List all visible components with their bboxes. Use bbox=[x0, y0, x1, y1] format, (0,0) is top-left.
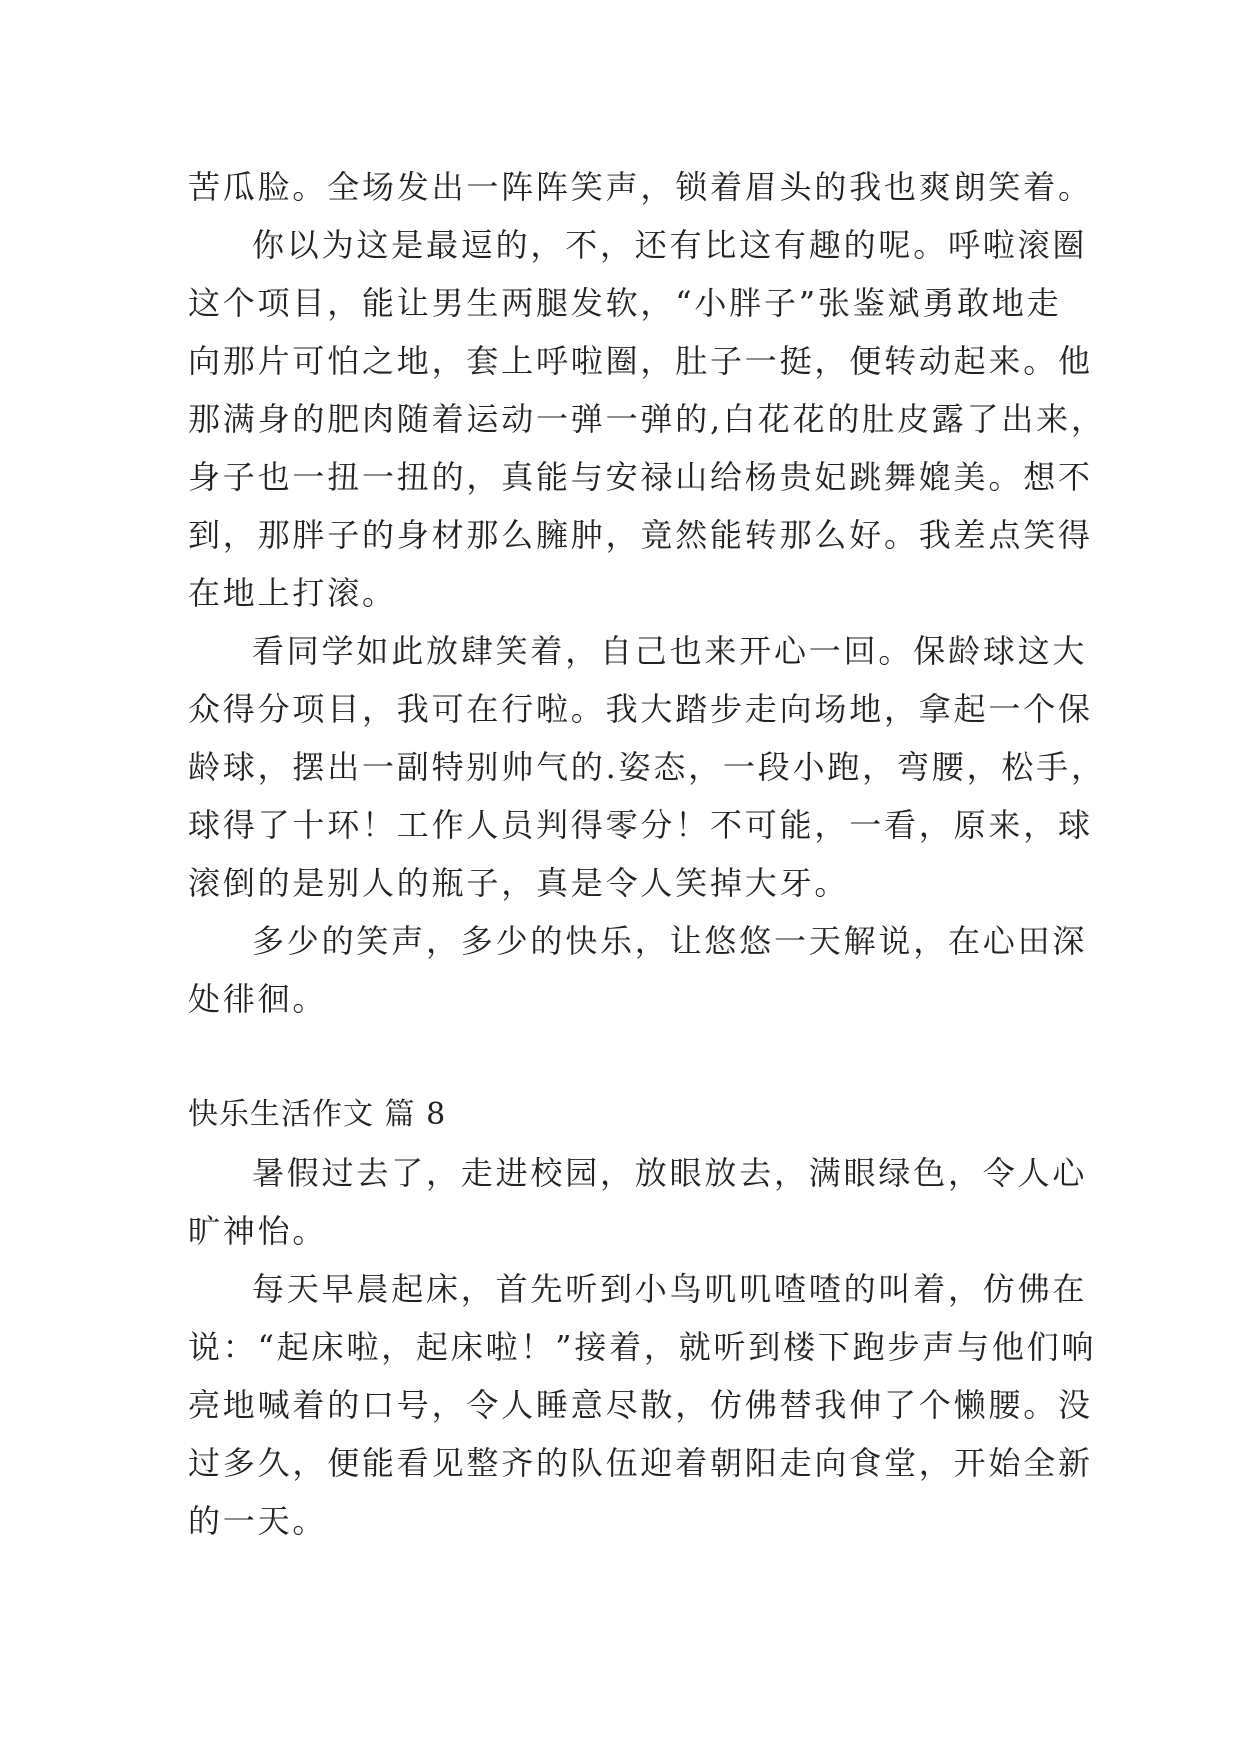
text-line: 多少的笑声，多少的快乐，让悠悠一天解说，在心田深 bbox=[252, 922, 1088, 960]
paragraph bbox=[188, 622, 1106, 912]
text-line: 身子也一扭一扭的，真能与安禄山给杨贵妃跳舞媲美。想不 bbox=[188, 458, 1093, 496]
paragraph bbox=[188, 158, 1093, 216]
text-line: 你以为这是最逗的，不，还有比这有趣的呢。呼啦滚圈 bbox=[252, 226, 1088, 264]
document-body bbox=[188, 158, 1106, 1550]
text-line: 的一天。 bbox=[188, 1502, 328, 1540]
text-line: 每天早晨起床，首先听到小鸟叽叽喳喳的叫着，仿佛在 bbox=[252, 1270, 1088, 1308]
text-line: 说：“起床啦，起床啦！”接着，就听到楼下跑步声与他们响 bbox=[188, 1328, 1097, 1366]
text-line: 到，那胖子的身材那么臃肿，竟然能转那么好。我差点笑得 bbox=[188, 516, 1093, 554]
text-line: 球得了十环！工作人员判得零分！不可能，一看，原来，球 bbox=[188, 806, 1093, 844]
text-line: 滚倒的是别人的瓶子，真是令人笑掉大牙。 bbox=[188, 864, 850, 902]
text-line: 龄球，摆出一副特别帅气的.姿态，一段小跑，弯腰，松手， bbox=[188, 748, 1106, 786]
paragraph bbox=[188, 1260, 1097, 1550]
paragraph bbox=[188, 912, 1088, 1028]
text-line: 向那片可怕之地，套上呼啦圈，肚子一挺，便转动起来。他 bbox=[188, 342, 1093, 380]
text-line: 这个项目，能让男生两腿发软，“小胖子”张鉴斌勇敢地走 bbox=[188, 284, 1062, 322]
paragraph bbox=[188, 216, 1106, 622]
text-line: 旷神怡。 bbox=[188, 1212, 328, 1250]
text-line: 那满身的肥肉随着运动一弹一弹的,白花花的肚皮露了出来， bbox=[188, 400, 1106, 438]
paragraph bbox=[188, 1144, 1088, 1260]
text-line: 众得分项目，我可在行啦。我大踏步走向场地，拿起一个保 bbox=[188, 690, 1093, 728]
text-line: 苦瓜脸。全场发出一阵阵笑声，锁着眉头的我也爽朗笑着。 bbox=[188, 168, 1093, 206]
text-line: 过多久，便能看见整齐的队伍迎着朝阳走向食堂，开始全新 bbox=[188, 1444, 1093, 1482]
text-line: 暑假过去了，走进校园，放眼放去，满眼绿色，令人心 bbox=[252, 1154, 1088, 1192]
text-line: 看同学如此放肆笑着，自己也来开心一回。保龄球这大 bbox=[252, 632, 1088, 670]
text-line: 在地上打滚。 bbox=[188, 574, 397, 612]
section-heading: 快乐生活作文 篇 8 bbox=[188, 1097, 447, 1132]
text-line: 处徘徊。 bbox=[188, 980, 328, 1018]
text-line: 亮地喊着的口号，令人睡意尽散，仿佛替我伸了个懒腰。没 bbox=[188, 1386, 1093, 1424]
